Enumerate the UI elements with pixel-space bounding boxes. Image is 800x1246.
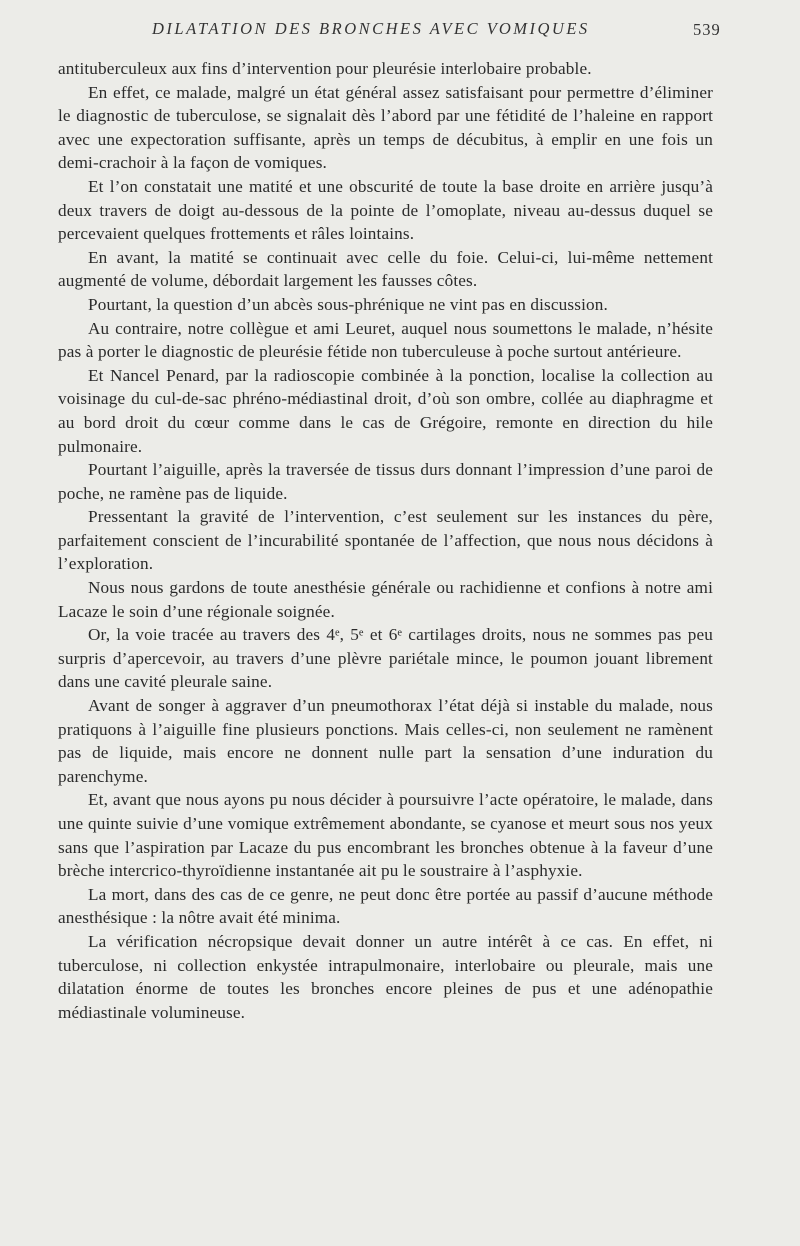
running-head-title: DILATATION DES BRONCHES AVEC VOMIQUES [152, 19, 590, 38]
paragraph: Et Nancel Penard, par la radioscopie combinée à la ponction, localise la collection au voisinage du cul-de-sac phréno-médiastinal droit, d’où son ombre, collée au diaphragme et au bord droit du cœur comme dans le cas de Grégoire, remonte en direction du hile pulmonaire. [58, 365, 713, 456]
paragraph: Pourtant, la question d’un abcès sous-phrénique ne vint pas en discussion. [88, 294, 608, 314]
paragraph: Et, avant que nous ayons pu nous décider à poursuivre l’acte opératoire, le malade, dans une quinte suivie d’une vomique extrêmement abondante, se cyanose et meurt sous nos yeux sans que l’aspiration par Lacaze du pus encombrant les bronches obtenue à la faveur d’une brèche intercrico-thyroïdienne instantanée ait pu le soustraire à l’asphyxie. [58, 790, 713, 881]
paragraph: En effet, ce malade, malgré un état général assez satisfaisant pour permettre d’éliminer le diagnostic de tuberculose, se signalait dès l’abord par une fétidité de l’haleine en rapport avec une expectoration suffisante, après un temps de décubitus, à emplir en une fois un demi-crachoir à la façon de vomiques. [58, 82, 713, 173]
paragraph: Nous nous gardons de toute anesthésie générale ou rachidienne et confions à notre ami Lacaze le soin d’une régionale soignée. [58, 578, 713, 621]
page-number: 539 [693, 20, 721, 39]
paragraph: La mort, dans des cas de ce genre, ne peut donc être portée au passif d’aucune méthode anesthésique : la nôtre avait été minima. [58, 884, 713, 928]
paragraph: La vérification nécropsique devait donner un autre intérêt à ce cas. En effet, ni tuberculose, ni collection enkystée intrapulmonaire, interlobaire ou pleurale, mais une dilatation énorme de toutes les bronches encore pleines de pus et une adénopathie médiastinale volumineuse. [58, 931, 713, 1022]
paragraph: Au contraire, notre collègue et ami Leuret, auquel nous soumettons le malade, n’hésite pas à porter le diagnostic de pleurésie fétide non tuberculeuse à poche surtout antérieure. [58, 318, 713, 362]
paragraph: Et l’on constatait une matité et une obscurité de toute la base droite en arrière jusqu’à deux travers de doigt au-dessous de la pointe de l’omoplate, niveau au-dessus duquel se percevaient quelques frottements et râles lointains. [58, 176, 713, 244]
paragraph: En avant, la matité se continuait avec celle du foie. Celui-ci, lui-même nettement augmenté de volume, débordait largement les fausses côtes. [58, 247, 713, 291]
body-text [58, 57, 713, 1024]
paragraph-continuation: antituberculeux aux fins d’intervention pour pleurésie interlobaire probable. [58, 59, 592, 78]
paragraph: Pressentant la gravité de l’intervention, c’est seulement sur les instances du père, parfaitement conscient de l’incurabilité spontanée de l’affection, que nous nous décidons à l’exploration. [58, 507, 713, 574]
paragraph: Or, la voie tracée au travers des 4ᵉ, 5ᵉ et 6ᵉ cartilages droits, nous ne sommes pas peu surpris d’apercevoir, au travers d’une plèvre pariétale mince, le poumon jouant librement dans une cavité pleurale saine. [58, 625, 713, 692]
paragraph: Pourtant l’aiguille, après la traversée de tissus durs donnant l’impression d’une paroi de poche, ne ramène pas de liquide. [58, 460, 713, 503]
paragraph: Avant de songer à aggraver d’un pneumothorax l’état déjà si instable du malade, nous pratiquons à l’aiguille fine plusieurs ponctions. Mais celles-ci, non seulement ne ramènent pas de liquide, mais encore ne donnent nulle part la sensation d’une induration du parenchyme. [58, 696, 713, 786]
